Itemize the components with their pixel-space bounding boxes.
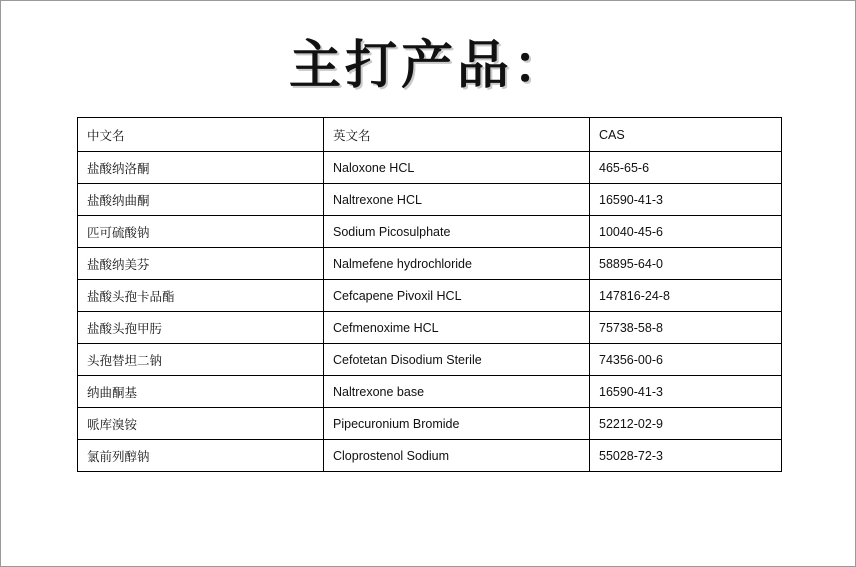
table-row <box>78 408 782 440</box>
cell-english-name: Naltrexone base <box>324 376 590 408</box>
cell-english-name: Naltrexone HCL <box>324 184 590 216</box>
cell-english-name: Cefmenoxime HCL <box>324 312 590 344</box>
cell-english-name: Cloprostenol Sodium <box>324 440 590 472</box>
cell-chinese-name: 盐酸头孢卡品酯 <box>78 280 324 312</box>
cell-cas: 16590-41-3 <box>590 376 782 408</box>
table-row <box>78 216 782 248</box>
cell-english-name: Cefcapene Pivoxil HCL <box>324 280 590 312</box>
table-row <box>78 376 782 408</box>
cell-chinese-name: 盐酸纳洛酮 <box>78 152 324 184</box>
table-row <box>78 152 782 184</box>
cell-english-name: Pipecuronium Bromide <box>324 408 590 440</box>
table-row <box>78 280 782 312</box>
cell-cas: 58895-64-0 <box>590 248 782 280</box>
cell-chinese-name: 纳曲酮基 <box>78 376 324 408</box>
cell-cas: 147816-24-8 <box>590 280 782 312</box>
cell-cas: 55028-72-3 <box>590 440 782 472</box>
product-table-container <box>77 117 781 472</box>
cell-chinese-name: 氯前列醇钠 <box>78 440 324 472</box>
product-table-body <box>78 118 782 472</box>
cell-chinese-name: 哌库溴铵 <box>78 408 324 440</box>
cell-cas: 52212-02-9 <box>590 408 782 440</box>
cell-chinese-name: 盐酸纳美芬 <box>78 248 324 280</box>
cell-cas: 75738-58-8 <box>590 312 782 344</box>
cell-english-name: Nalmefene hydrochloride <box>324 248 590 280</box>
column-header-english-name: 英文名 <box>324 118 590 152</box>
cell-chinese-name: 盐酸纳曲酮 <box>78 184 324 216</box>
table-row <box>78 312 782 344</box>
cell-english-name: Naloxone HCL <box>324 152 590 184</box>
cell-cas: 74356-00-6 <box>590 344 782 376</box>
cell-english-name: Sodium Picosulphate <box>324 216 590 248</box>
product-table <box>77 117 782 472</box>
table-row <box>78 248 782 280</box>
cell-chinese-name: 匹可硫酸钠 <box>78 216 324 248</box>
table-row <box>78 344 782 376</box>
page-title: 主打产品： <box>288 38 569 95</box>
cell-chinese-name: 头孢替坦二钠 <box>78 344 324 376</box>
table-header-row <box>78 118 782 152</box>
column-header-cas: CAS <box>590 118 782 152</box>
cell-english-name: Cefotetan Disodium Sterile <box>324 344 590 376</box>
cell-cas: 10040-45-6 <box>590 216 782 248</box>
table-row <box>78 440 782 472</box>
column-header-chinese-name: 中文名 <box>78 118 324 152</box>
cell-cas: 16590-41-3 <box>590 184 782 216</box>
cell-cas: 465-65-6 <box>590 152 782 184</box>
table-row <box>78 184 782 216</box>
cell-chinese-name: 盐酸头孢甲肟 <box>78 312 324 344</box>
